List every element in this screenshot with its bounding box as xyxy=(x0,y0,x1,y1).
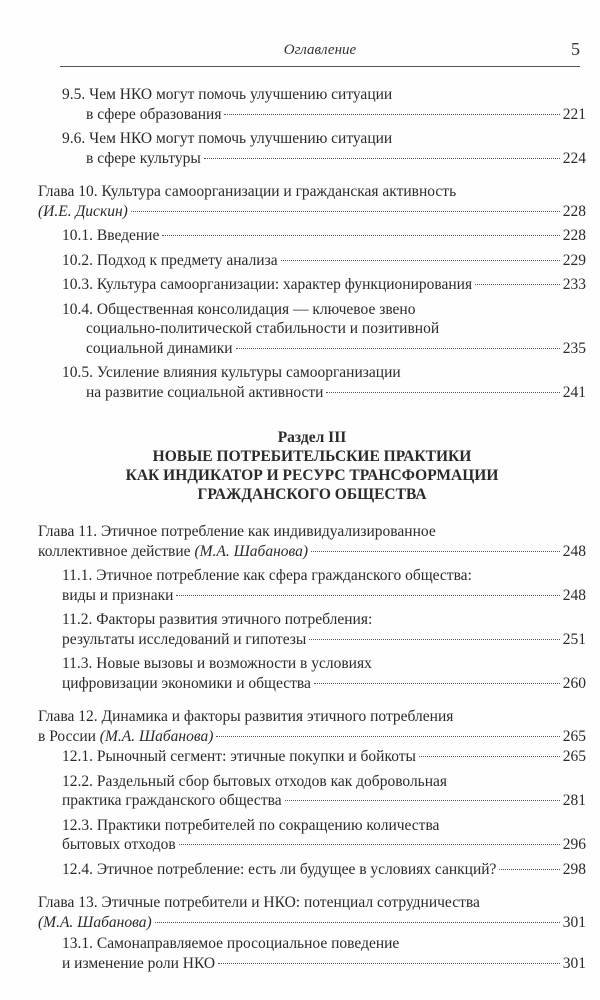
toc-entry-12-1[interactable] xyxy=(38,747,586,767)
toc-entry-last-line xyxy=(62,835,586,855)
toc-entry-text: 11.2. Факторы развития этичного потребления: xyxy=(62,611,373,628)
toc-page-number: 296 xyxy=(562,836,586,853)
dot-leader xyxy=(224,114,559,115)
toc-page-number: 221 xyxy=(562,105,586,123)
toc-page-number: 248 xyxy=(562,542,586,560)
toc-entry-10-1[interactable] xyxy=(38,226,586,246)
toc-entry-10-3[interactable] xyxy=(38,275,586,295)
toc-entry-text: 9.5. Чем НКО могут помочь улучшению ситуации xyxy=(62,86,393,103)
dot-leader xyxy=(216,736,559,737)
dot-leader xyxy=(314,683,560,684)
chapter-title-continuation: в России xyxy=(38,727,100,745)
dot-leader xyxy=(311,551,560,552)
toc-entry-last-line xyxy=(62,791,586,811)
toc-entry-last-line xyxy=(62,275,586,295)
chapter-title-continuation: коллективное действие xyxy=(38,542,195,560)
toc-page-number: 260 xyxy=(562,674,586,692)
section-label: Раздел III xyxy=(277,429,347,446)
toc-entry-last-line xyxy=(38,913,586,933)
toc-entry-text: 10.3. Культура самоорганизации: характер функционирования xyxy=(62,276,473,293)
toc-entry-last-line xyxy=(38,727,586,747)
chapter-title: Глава 13. Этичные потребители и НКО: потенциал сотрудничества xyxy=(38,894,480,911)
dot-leader xyxy=(499,869,559,870)
toc-entry-text: социальной динамики xyxy=(86,339,233,357)
toc-entry-text: 11.3. Новые вызовы и возможности в условиях xyxy=(62,655,372,672)
toc-page-number: 281 xyxy=(562,792,586,809)
header-title: Оглавление xyxy=(283,42,357,58)
section-title-line: НОВЫЕ ПОТРЕБИТЕЛЬСКИЕ ПРАКТИКИ xyxy=(152,448,472,465)
chapter-author: (И.Е. Дискин) xyxy=(38,202,128,220)
toc-entry-last-line xyxy=(62,339,586,359)
dot-leader xyxy=(155,922,560,923)
toc-entry-last-line xyxy=(62,226,586,246)
toc-entry-text: 10.5. Усиление влияния культуры самоорганизации xyxy=(62,364,401,381)
toc-chapter-13[interactable] xyxy=(38,893,586,932)
toc-entry-last-line xyxy=(62,586,586,606)
toc-entry-10-2[interactable] xyxy=(38,251,586,271)
header-rule xyxy=(60,66,580,67)
toc-entry-12-2[interactable] xyxy=(38,772,586,811)
toc-entry-last-line xyxy=(62,674,586,694)
chapter-author: (М.А. Шабанова) xyxy=(99,727,214,745)
toc-page-number: 301 xyxy=(562,913,586,931)
toc-page-number: 248 xyxy=(562,586,586,604)
toc-entry-9-6[interactable] xyxy=(38,129,586,168)
dot-leader xyxy=(236,348,560,349)
toc-entry-text: бытовых отходов xyxy=(62,836,176,853)
toc-entry-text: 12.3. Практики потребителей по сокращению количества xyxy=(62,816,440,834)
running-header xyxy=(60,39,580,66)
toc-entry-10-4[interactable] xyxy=(38,300,586,359)
toc-entry-text: 9.6. Чем НКО могут помочь улучшению ситуации xyxy=(62,130,393,147)
page-number: 5 xyxy=(571,39,580,59)
toc-entry-text: практика гражданского общества xyxy=(62,792,282,809)
toc-entry-last-line xyxy=(38,202,586,222)
chapter-title: Глава 12. Динамика и факторы развития этичного потребления xyxy=(38,708,454,725)
dot-leader xyxy=(131,211,560,212)
toc-entry-text: 12.1. Рыночный сегмент: этичные покупки и бойкоты xyxy=(62,748,416,765)
dot-leader xyxy=(176,595,559,596)
toc-entry-text: 12.2. Раздельный сбор бытовых отходов как добровольная xyxy=(62,772,448,790)
toc-page-number: 228 xyxy=(562,202,586,220)
section-title-line: ГРАЖДАНСКОГО ОБЩЕСТВА xyxy=(197,486,427,503)
toc-page-number: 233 xyxy=(562,276,586,293)
dot-leader xyxy=(285,800,560,801)
toc-page-number: 228 xyxy=(562,227,586,244)
dot-leader xyxy=(419,756,560,757)
toc-entry-12-3[interactable] xyxy=(38,816,586,855)
dot-leader xyxy=(179,844,560,845)
toc-entry-last-line xyxy=(62,251,586,271)
chapter-author: (М.А. Шабанова) xyxy=(194,542,309,560)
toc-page-number: 298 xyxy=(562,860,586,878)
toc-page-number: 229 xyxy=(562,251,586,269)
section-heading[interactable] xyxy=(38,428,586,504)
dot-leader xyxy=(309,639,559,640)
toc-entry-text: 12.4. Этичное потребление: есть ли будущее в условиях санкций? xyxy=(62,860,497,878)
toc-page-number: 235 xyxy=(562,339,586,357)
toc-entry-text: в сфере образования xyxy=(86,105,222,123)
toc-entry-11-2[interactable] xyxy=(38,610,586,649)
toc-page-number: 265 xyxy=(562,727,586,745)
toc-entry-9-5[interactable] xyxy=(38,85,586,124)
toc-entry-text: социально-политической стабильности и позитивной xyxy=(86,320,440,337)
chapter-title: Глава 10. Культура самоорганизации и гражданская активность xyxy=(38,183,457,200)
dot-leader xyxy=(475,284,560,285)
toc-entry-text: результаты исследований и гипотезы xyxy=(62,630,307,648)
toc-entry-13-1[interactable] xyxy=(38,934,586,973)
dot-leader xyxy=(162,235,559,236)
chapter-title: Глава 11. Этичное потребление как индивидуализированное xyxy=(38,523,436,540)
toc-entry-text: 13.1. Самонаправляемое просоциальное поведение xyxy=(62,935,400,952)
toc-entry-text xyxy=(38,727,213,747)
dot-leader xyxy=(281,260,560,261)
toc-entry-last-line xyxy=(62,149,586,169)
toc-chapter-10[interactable] xyxy=(38,182,586,221)
toc-entry-last-line xyxy=(38,542,586,562)
chapter-author: (М.А. Шабанова) xyxy=(38,913,152,931)
toc-entry-12-4[interactable] xyxy=(38,860,586,880)
toc-entry-text xyxy=(38,542,308,562)
toc-chapter-12[interactable] xyxy=(38,707,586,746)
toc-entry-text: на развитие социальной активности xyxy=(86,383,324,401)
toc-entry-last-line xyxy=(62,860,586,880)
toc-entry-11-1[interactable] xyxy=(38,566,586,605)
toc-entry-10-5[interactable] xyxy=(38,363,586,402)
toc-chapter-11[interactable] xyxy=(38,522,586,561)
toc-page-number: 301 xyxy=(562,954,586,972)
toc-entry-text: 10.4. Общественная консолидация — ключевое звено xyxy=(62,300,416,318)
toc-entry-11-3[interactable] xyxy=(38,654,586,693)
dot-leader xyxy=(204,158,560,159)
toc-page-number: 241 xyxy=(562,383,586,401)
dot-leader xyxy=(218,963,560,964)
dot-leader xyxy=(326,392,559,393)
table-of-contents xyxy=(38,85,586,973)
toc-entry-text: 11.1. Этичное потребление как сфера гражданского общества: xyxy=(62,567,472,584)
toc-page-number: 265 xyxy=(562,748,586,765)
section-title-line: КАК ИНДИКАТОР И РЕСУРС ТРАНСФОРМАЦИИ xyxy=(125,467,499,484)
toc-page-number: 251 xyxy=(562,630,586,648)
toc-entry-text: 10.1. Введение xyxy=(62,227,160,244)
toc-entry-text: в сфере культуры xyxy=(86,149,201,167)
toc-entry-text: 10.2. Подход к предмету анализа xyxy=(62,251,278,269)
toc-page-number: 224 xyxy=(562,149,586,167)
toc-entry-last-line xyxy=(62,747,586,767)
toc-entry-last-line xyxy=(62,383,586,403)
toc-entry-last-line xyxy=(62,954,586,974)
toc-entry-last-line xyxy=(62,630,586,650)
toc-entry-text: виды и признаки xyxy=(62,586,174,604)
toc-entry-text: и изменение роли НКО xyxy=(62,954,216,972)
toc-entry-text: цифровизации экономики и общества xyxy=(62,674,311,692)
toc-entry-last-line xyxy=(62,105,586,125)
